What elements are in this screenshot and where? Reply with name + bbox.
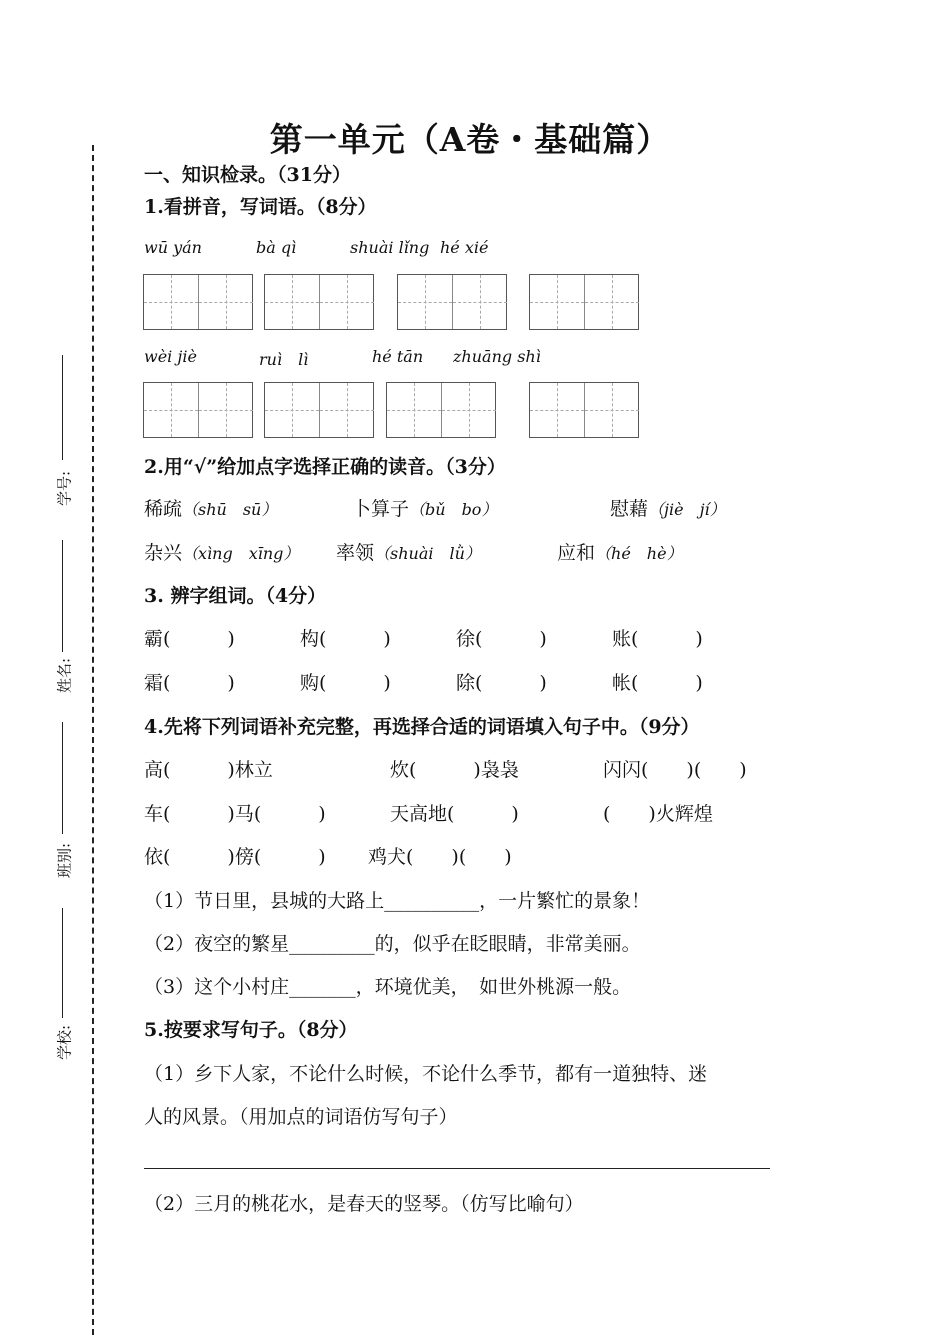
pinyin: zhuāng shì bbox=[453, 347, 541, 366]
pinyin: shuài lǐng bbox=[350, 238, 430, 257]
reading-choice: 卜算子（bǔ bo） bbox=[352, 498, 498, 520]
pinyin: hé xié bbox=[440, 238, 489, 257]
pinyin: wū yán bbox=[144, 238, 202, 257]
fill-sentence: （2）夜空的繁星_________的，似乎在眨眼睛，非常美丽。 bbox=[144, 933, 641, 955]
writing-grid[interactable] bbox=[529, 382, 639, 438]
word-build-item: 霜( ) bbox=[144, 672, 235, 694]
banbie-label: 班别: bbox=[55, 842, 74, 879]
pinyin: ruì lì bbox=[259, 350, 309, 369]
word-build-item: 除( ) bbox=[456, 672, 547, 694]
word-build-item: 霸( ) bbox=[144, 628, 235, 650]
fill-sentence: （3）这个小村庄_______，环境优美， 如世外桃源一般。 bbox=[144, 976, 632, 998]
writing-grid[interactable] bbox=[143, 274, 253, 330]
writing-grid[interactable] bbox=[264, 274, 374, 330]
reading-choice: 应和（hé hè） bbox=[557, 542, 683, 564]
idiom-item: 天高地( ) bbox=[390, 803, 519, 825]
writing-grid[interactable] bbox=[397, 274, 507, 330]
xuexiao-line bbox=[62, 908, 63, 1018]
idiom-item: ( )火辉煌 bbox=[603, 803, 713, 825]
word-build-item: 帐( ) bbox=[612, 672, 703, 694]
q3-heading: 3. 辨字组词。（4分） bbox=[144, 585, 327, 607]
idiom-item: 高( )林立 bbox=[144, 759, 273, 781]
xingming-label: 姓名: bbox=[55, 657, 74, 694]
writing-grid[interactable] bbox=[143, 382, 253, 438]
q5-heading: 5.按要求写句子。（8分） bbox=[144, 1019, 358, 1041]
rewrite-prompt: 人的风景。（用加点的词语仿写句子） bbox=[144, 1106, 458, 1128]
idiom-item: 闪闪( )( ) bbox=[603, 759, 747, 781]
q4-heading: 4.先将下列词语补充完整，再选择合适的词语填入句子中。（9分） bbox=[144, 716, 700, 738]
binding-dashed-line bbox=[92, 145, 94, 1335]
page-title: 第一单元（A卷・基础篇） bbox=[269, 120, 671, 159]
word-build-item: 账( ) bbox=[612, 628, 703, 650]
idiom-item: 鸡犬( )( ) bbox=[368, 846, 512, 868]
writing-grid[interactable] bbox=[529, 274, 639, 330]
pinyin: bà qì bbox=[256, 238, 297, 257]
banbie-line bbox=[62, 722, 63, 834]
pinyin: wèi jiè bbox=[144, 347, 197, 366]
word-build-item: 购( ) bbox=[300, 672, 391, 694]
section-heading: 一、知识检录。（31分） bbox=[144, 164, 351, 186]
fill-sentence: （1）节日里，县城的大路上__________，一片繁忙的景象！ bbox=[144, 890, 651, 912]
xingming-line bbox=[62, 540, 63, 652]
writing-grid[interactable] bbox=[386, 382, 496, 438]
idiom-item: 车( )马( ) bbox=[144, 803, 326, 825]
answer-line[interactable] bbox=[144, 1168, 770, 1169]
writing-grid[interactable] bbox=[264, 382, 374, 438]
idiom-item: 炊( )袅袅 bbox=[390, 759, 519, 781]
q1-heading: 1.看拼音，写词语。（8分） bbox=[144, 196, 377, 218]
word-build-item: 构( ) bbox=[300, 628, 391, 650]
reading-choice: 率领（shuài lǜ） bbox=[336, 542, 481, 564]
reading-choice: 慰藉（jiè jí） bbox=[610, 498, 726, 520]
xuexiao-label: 学校: bbox=[55, 1024, 74, 1061]
xuehao-label: 学号: bbox=[55, 470, 74, 507]
idiom-item: 依( )傍( ) bbox=[144, 846, 326, 868]
reading-choice: 杂兴（xìng xīng） bbox=[144, 542, 300, 564]
reading-choice: 稀疏（shū sū） bbox=[144, 498, 278, 520]
rewrite-prompt: （2）三月的桃花水，是春天的竖琴。（仿写比喻句） bbox=[144, 1193, 584, 1215]
pinyin: hé tān bbox=[372, 347, 424, 366]
rewrite-prompt: （1）乡下人家，不论什么时候，不论什么季节，都有一道独特、迷 bbox=[144, 1063, 708, 1085]
word-build-item: 徐( ) bbox=[456, 628, 547, 650]
xuehao-line bbox=[62, 355, 63, 460]
q2-heading: 2.用“√”给加点字选择正确的读音。（3分） bbox=[144, 456, 506, 478]
